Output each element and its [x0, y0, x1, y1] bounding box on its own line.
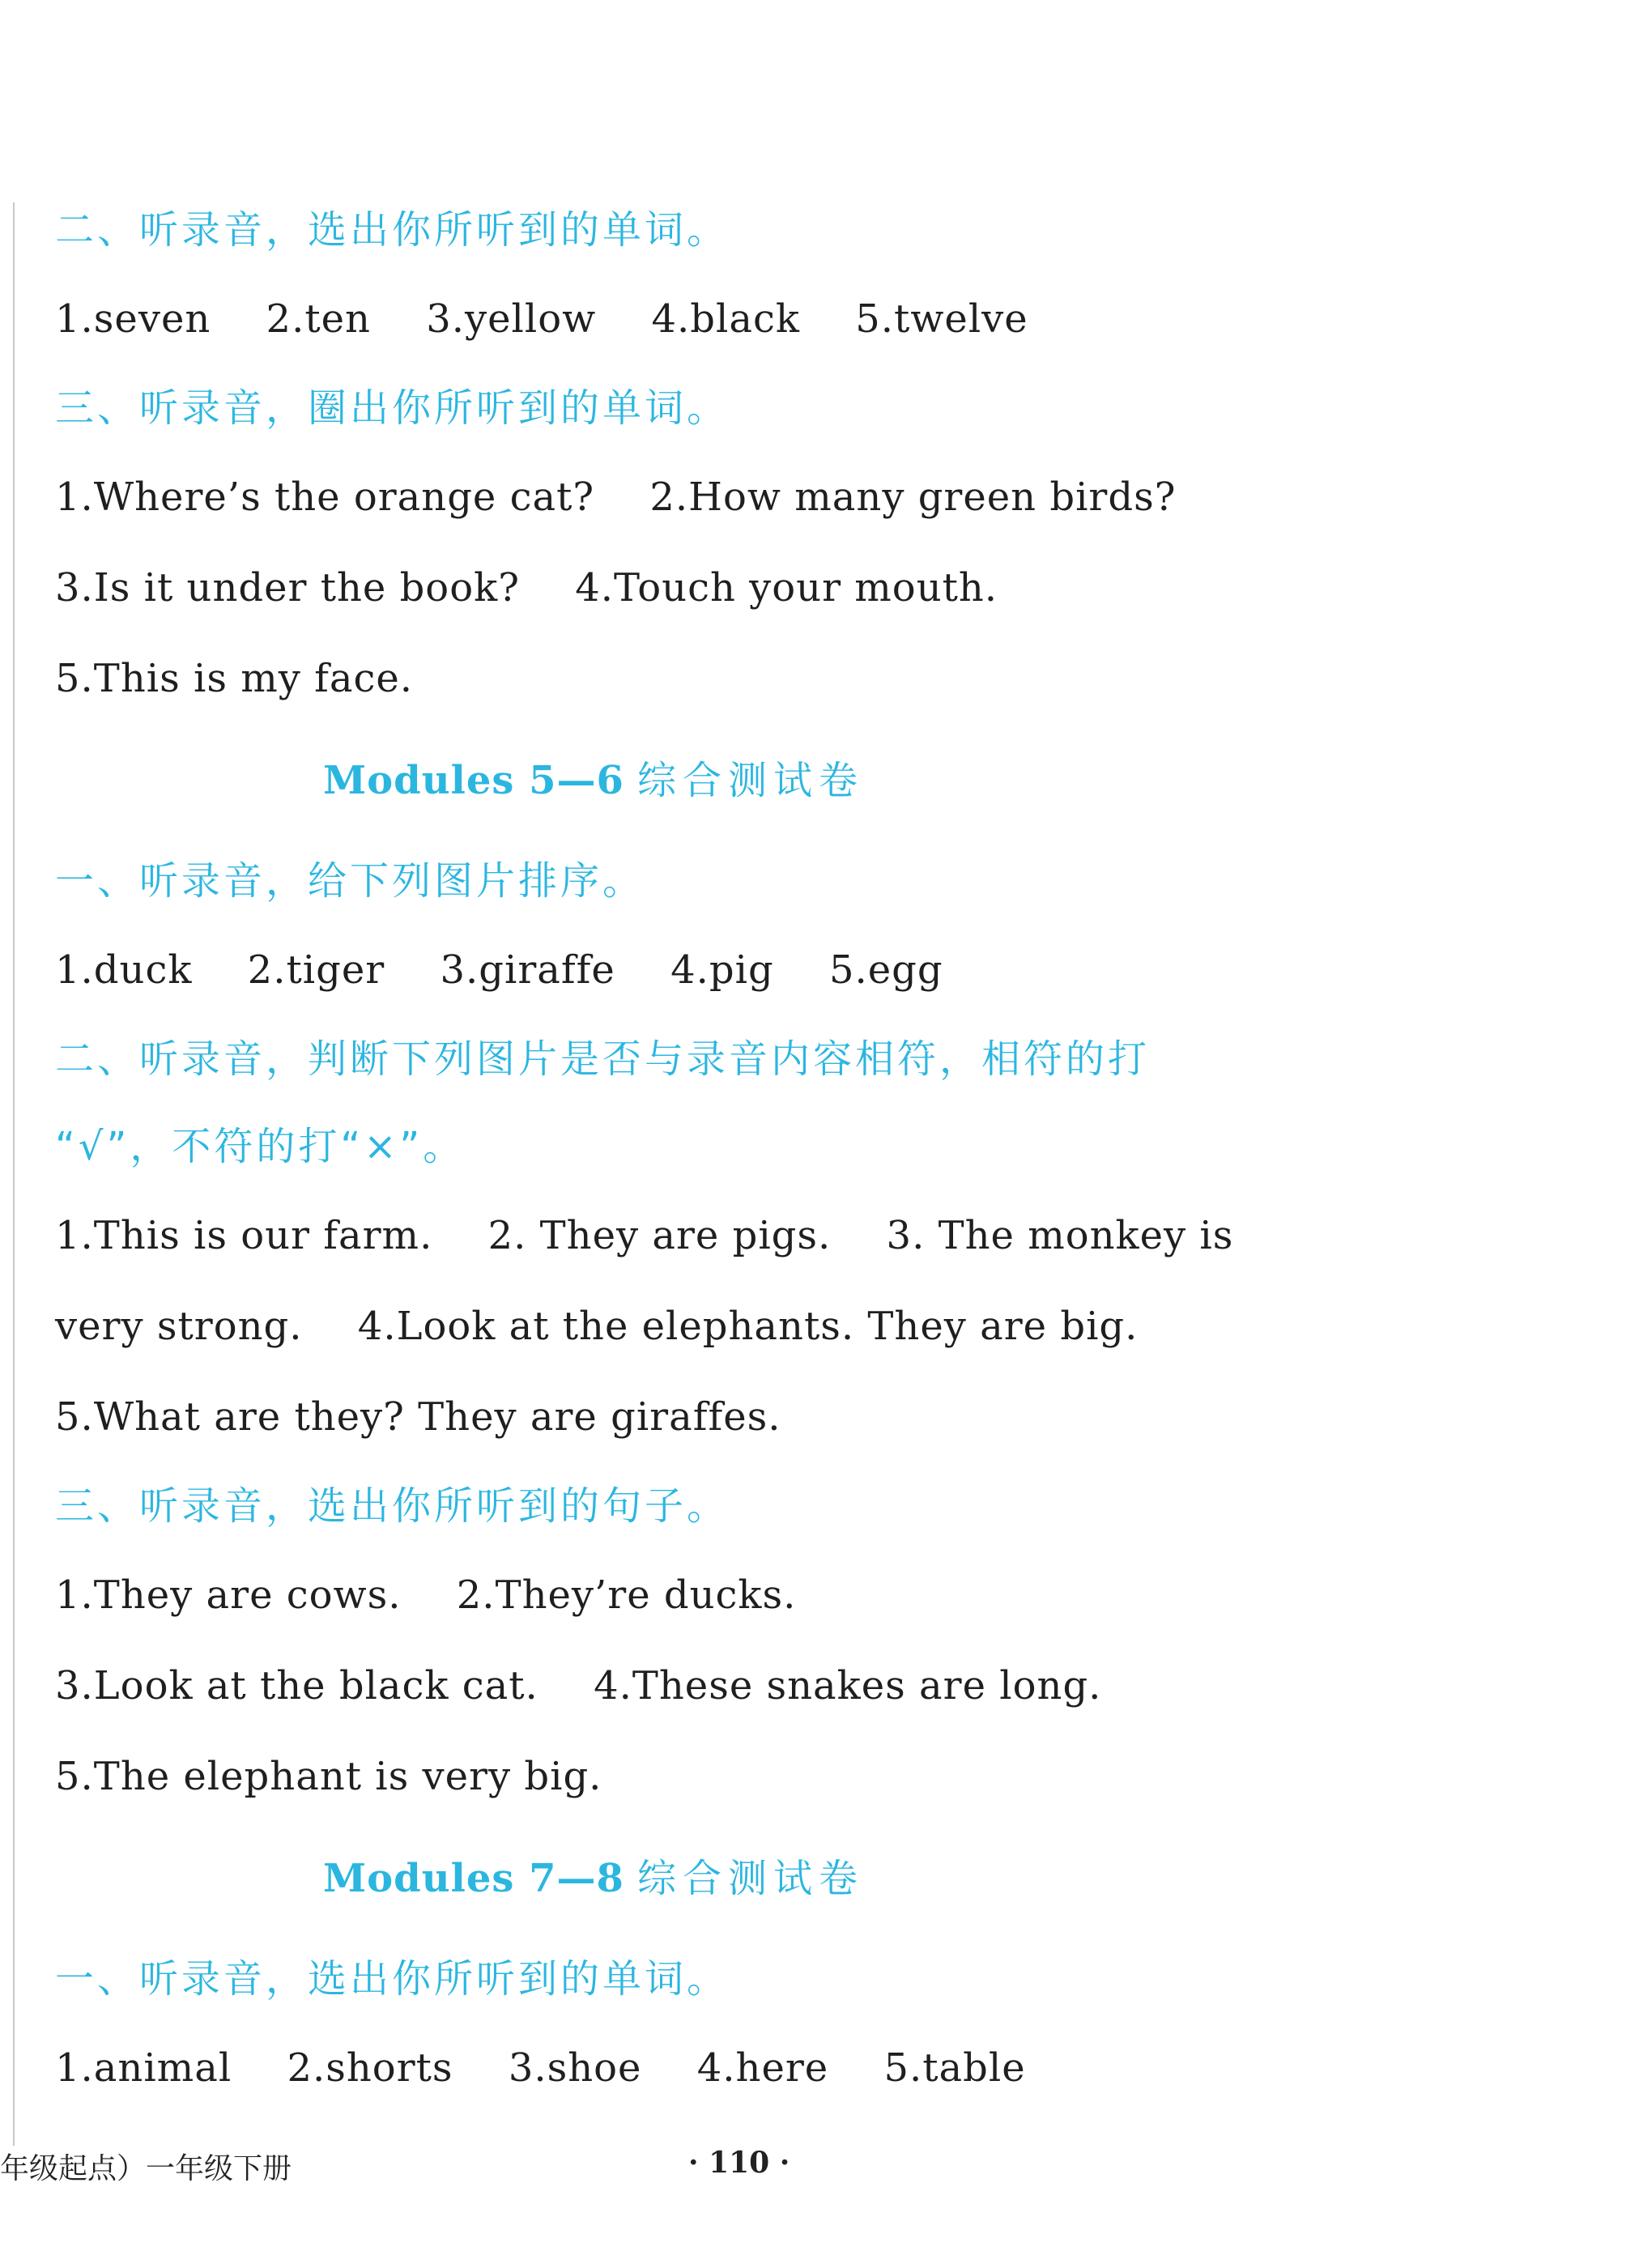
section-title-en: Modules 5—6 — [323, 758, 624, 803]
item: 4.Touch your mouth. — [575, 565, 998, 611]
item: 3.Look at the black cat. — [55, 1663, 538, 1708]
item: 5.The elephant is very big. — [55, 1754, 602, 1799]
item: 1.seven — [55, 296, 211, 342]
item: 5.egg — [828, 947, 943, 993]
sentence-line — [55, 1550, 1270, 1640]
section-title-cn: 综合测试卷 — [636, 1856, 864, 1901]
margin-rule — [13, 202, 15, 2146]
page-number: · 110 · — [688, 2146, 790, 2180]
item: 5.table — [883, 2045, 1026, 2091]
heading-listen-choose-sentences: 三、听录音，选出你所听到的句子。 — [55, 1483, 730, 1529]
footer-book-title: 年级起点）一年级下册 — [0, 2152, 292, 2185]
item: 1.They are cows. — [55, 1572, 402, 1618]
word-list-line — [55, 925, 1270, 1015]
item: 4.pig — [670, 947, 774, 993]
item: 1.Where’s the orange cat? — [55, 474, 595, 520]
item: 2.They’re ducks. — [456, 1572, 797, 1618]
item: 3.Is it under the book? — [55, 565, 520, 611]
item: 2.ten — [266, 296, 371, 342]
item: 4.Look at the elephants. They are big. — [357, 1304, 1139, 1349]
heading-listen-choose-words-2: 一、听录音，选出你所听到的单词。 — [55, 1956, 730, 2002]
item: 3.yellow — [426, 296, 597, 342]
word-list-line — [55, 274, 1270, 364]
sentence-line — [55, 1640, 1270, 1731]
sentence-line — [55, 1190, 1270, 1281]
heading-order-pictures: 一、听录音，给下列图片排序。 — [55, 858, 645, 904]
item: 3. The monkey is — [886, 1213, 1234, 1258]
sentence-line — [55, 452, 1270, 543]
section-title-cn: 综合测试卷 — [636, 758, 864, 803]
section-title-modules-5-6 — [55, 724, 1270, 837]
item: 2. They are pigs. — [487, 1213, 832, 1258]
item: 4.black — [651, 296, 800, 342]
item: 1.duck — [55, 947, 193, 993]
item: 3.shoe — [508, 2045, 642, 2091]
heading-listen-choose-words: 二、听录音，选出你所听到的单词。 — [55, 207, 730, 253]
item: 4.here — [696, 2045, 829, 2091]
item: 1.animal — [55, 2045, 232, 2091]
sentence-line — [55, 543, 1270, 633]
heading-listen-circle-words: 三、听录音，圈出你所听到的单词。 — [55, 385, 730, 431]
item: 2.tiger — [247, 947, 385, 993]
item: 2.shorts — [287, 2045, 453, 2091]
content — [55, 186, 1270, 2113]
item: 5.twelve — [855, 296, 1028, 342]
item: very strong. — [55, 1304, 303, 1349]
heading-judge-pictures-b: “√”，不符的打“×”。 — [55, 1124, 466, 1169]
section-title-en: Modules 7—8 — [323, 1856, 624, 1901]
item: 2.How many green birds? — [649, 474, 1177, 520]
sentence-line — [55, 633, 1270, 724]
sentence-line — [55, 1731, 1270, 1822]
item: 4.These snakes are long. — [594, 1663, 1102, 1708]
heading-judge-pictures-a: 二、听录音，判断下列图片是否与录音内容相符，相符的打 — [55, 1036, 1151, 1082]
sentence-line — [55, 1372, 1270, 1462]
section-title-modules-7-8 — [55, 1822, 1270, 1935]
item: 5.This is my face. — [55, 656, 414, 701]
item: 5.What are they? They are giraffes. — [55, 1394, 781, 1440]
word-list-line — [55, 2023, 1270, 2113]
sentence-line — [55, 1281, 1270, 1372]
item: 1.This is our farm. — [55, 1213, 433, 1258]
item: 3.giraffe — [440, 947, 615, 993]
